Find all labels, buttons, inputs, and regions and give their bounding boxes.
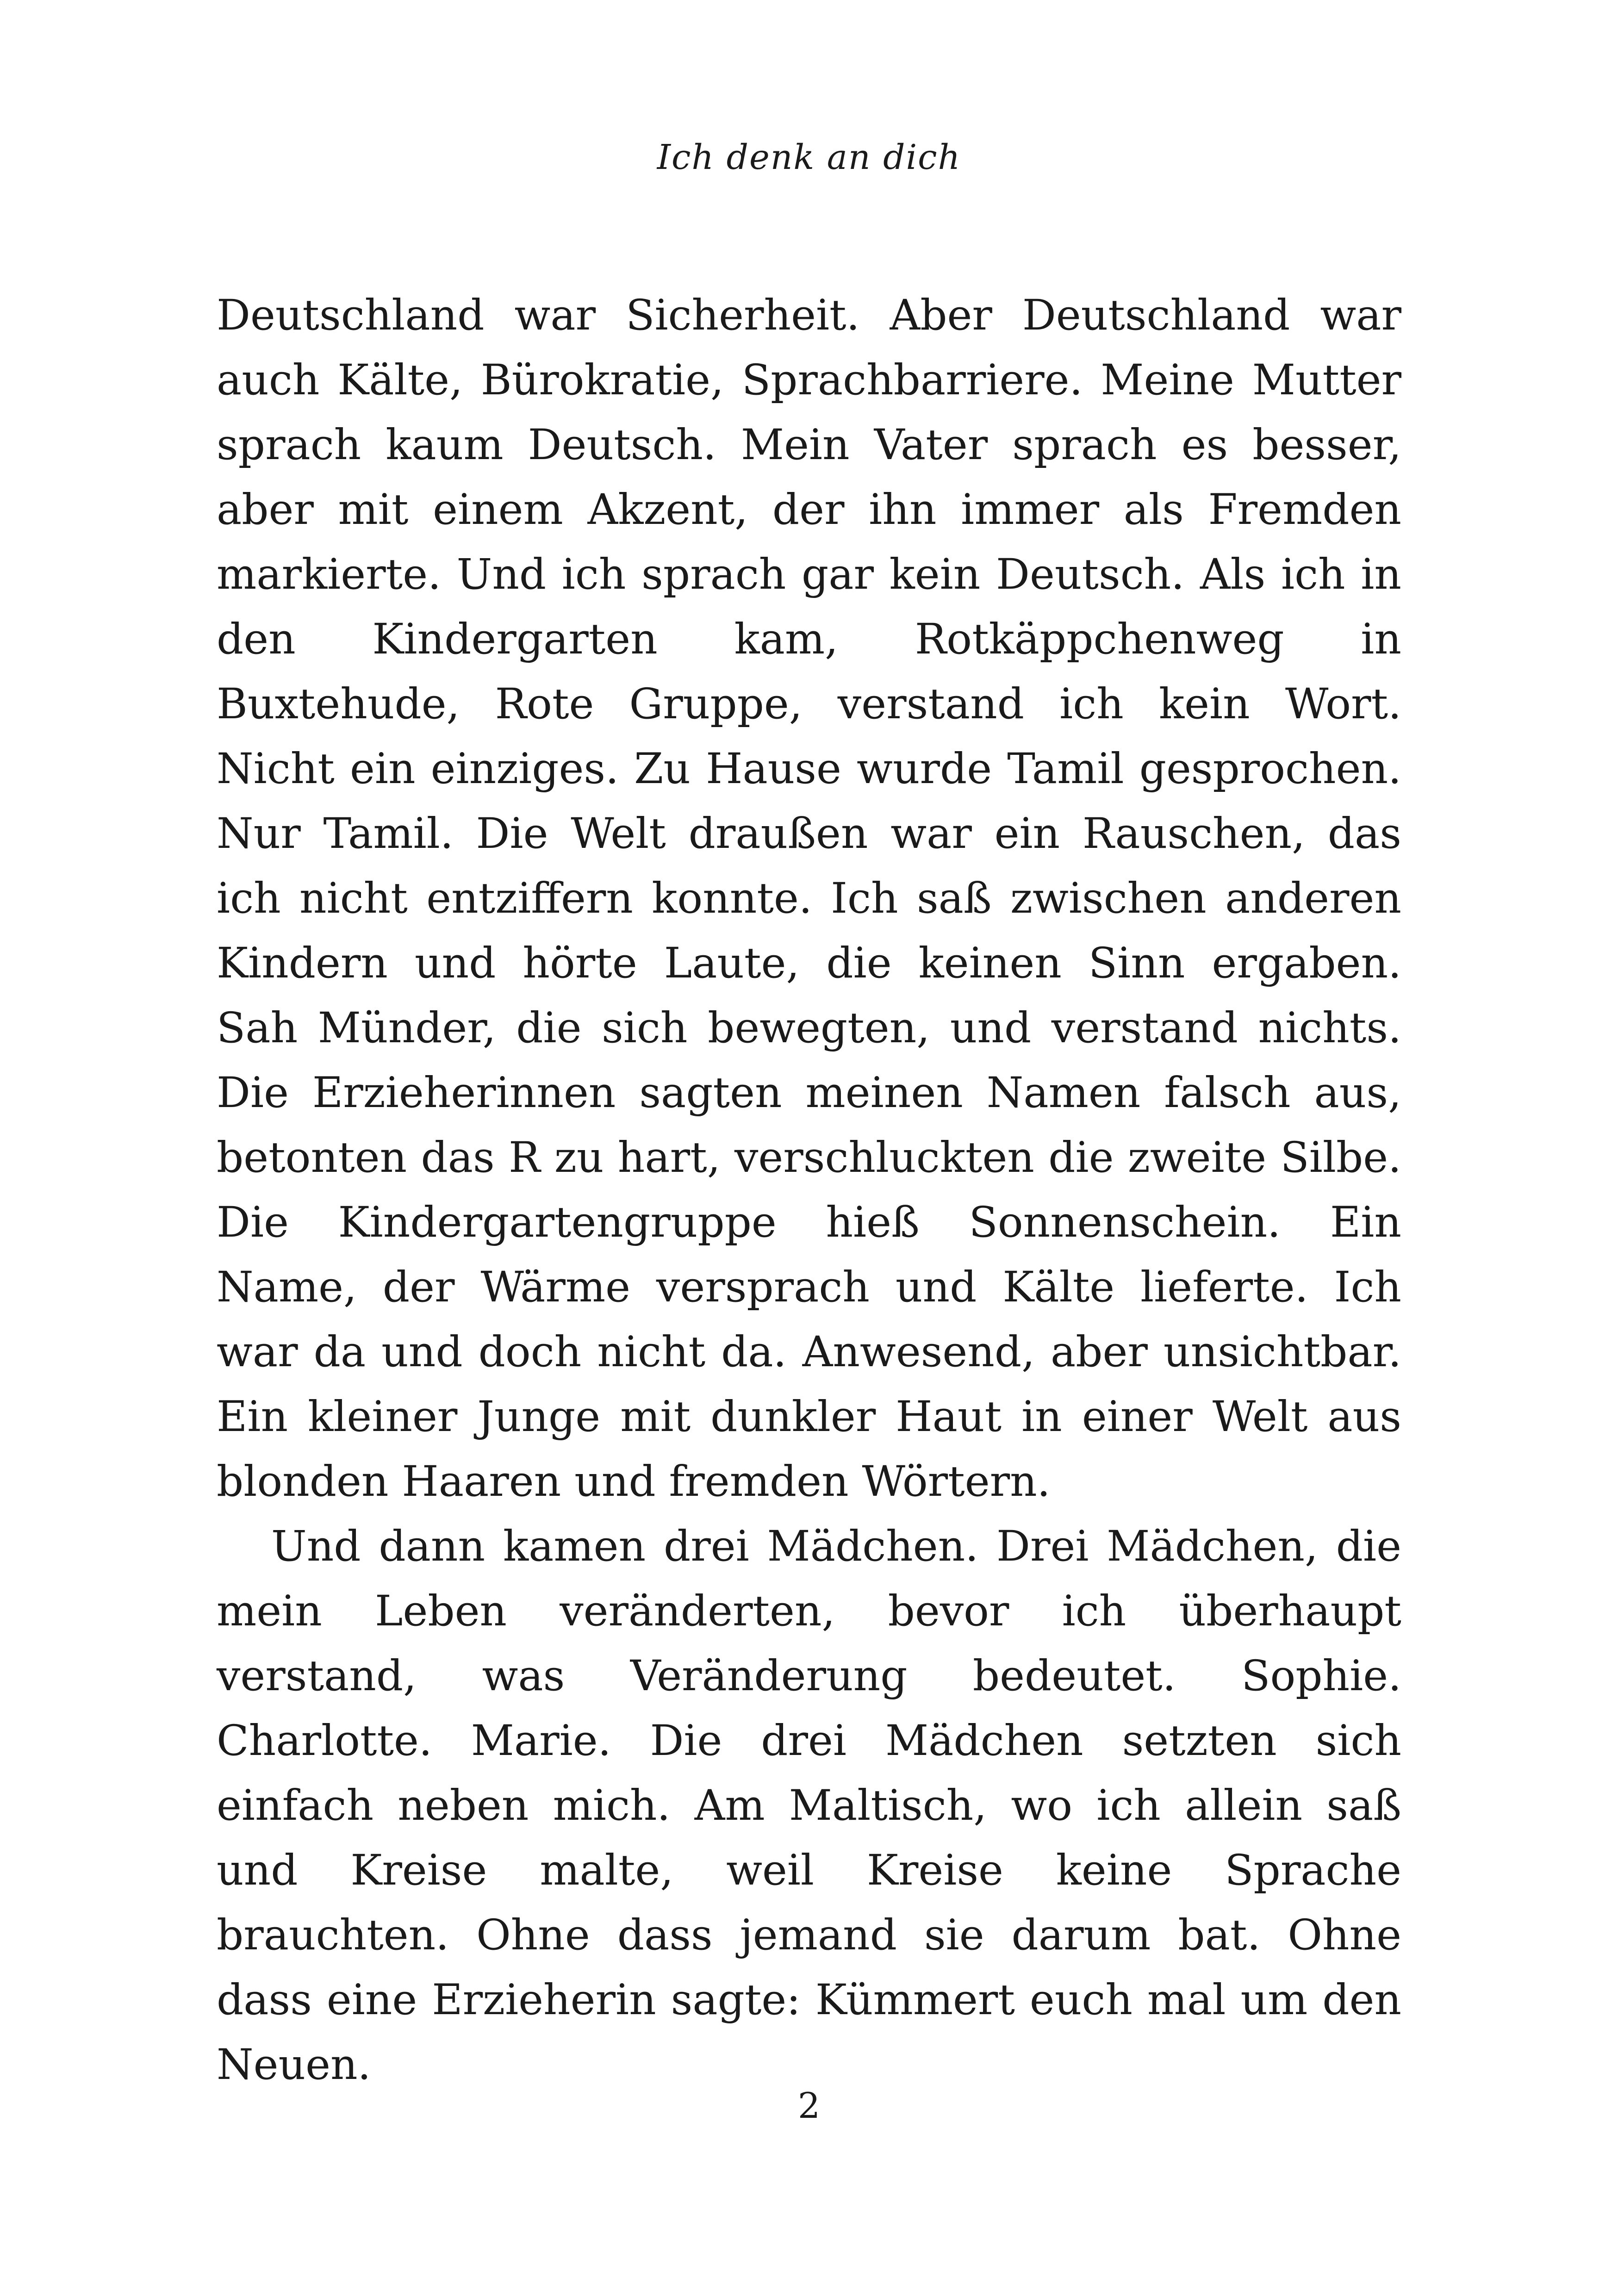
- page-number: 2: [797, 2085, 821, 2126]
- body-text: [217, 283, 1401, 2097]
- paragraph-2: Und dann kamen drei Mädchen. Drei Mädchen, die mein Leben veränderten, bevor ich überhaupt verstand, was Veränderung bedeutet. Sophie. Charlotte. Marie. Die drei Mädchen setzten sich einfach neben mich. Am Maltisch, wo ich allein saß und Kreise malte, weil Kreise keine Sprache brauchten. Ohne dass jemand sie darum bat. Ohne dass eine Erzieherin sagte: Kümmert euch mal um den Neuen.: [217, 1522, 1401, 2089]
- running-header-title: Ich denk an dich: [657, 137, 961, 177]
- paragraph-1: Deutschland war Sicherheit. Aber Deutschland war auch Kälte, Bürokratie, Sprachbarriere. Meine Mutter sprach kaum Deutsch. Mein Vater sprach es besser, aber mit einem Akzent, der ihn immer als Fremden markierte. Und ich sprach gar kein Deutsch. Als ich in den Kindergarten kam, Rotkäppchenweg in Buxtehude, Rote Gruppe, verstand ich kein Wort. Nicht ein einziges. Zu Hause wurde Tamil gesprochen. Nur Tamil. Die Welt draußen war ein Rauschen, das ich nicht entziffern konnte. Ich saß zwischen anderen Kindern und hörte Laute, die keinen Sinn ergaben. Sah Münder, die sich bewegten, und verstand nichts. Die Erzieherinnen sagten meinen Namen falsch aus, betonten das R zu hart, verschluckten die zweite Silbe. Die Kindergartengruppe hieß Sonnenschein. Ein Name, der Wärme versprach und Kälte lieferte. Ich war da und doch nicht da. Anwesend, aber unsichtbar. Ein kleiner Junge mit dunkler Haut in einer Welt aus blonden Haaren und fremden Wörtern.: [217, 291, 1401, 1506]
